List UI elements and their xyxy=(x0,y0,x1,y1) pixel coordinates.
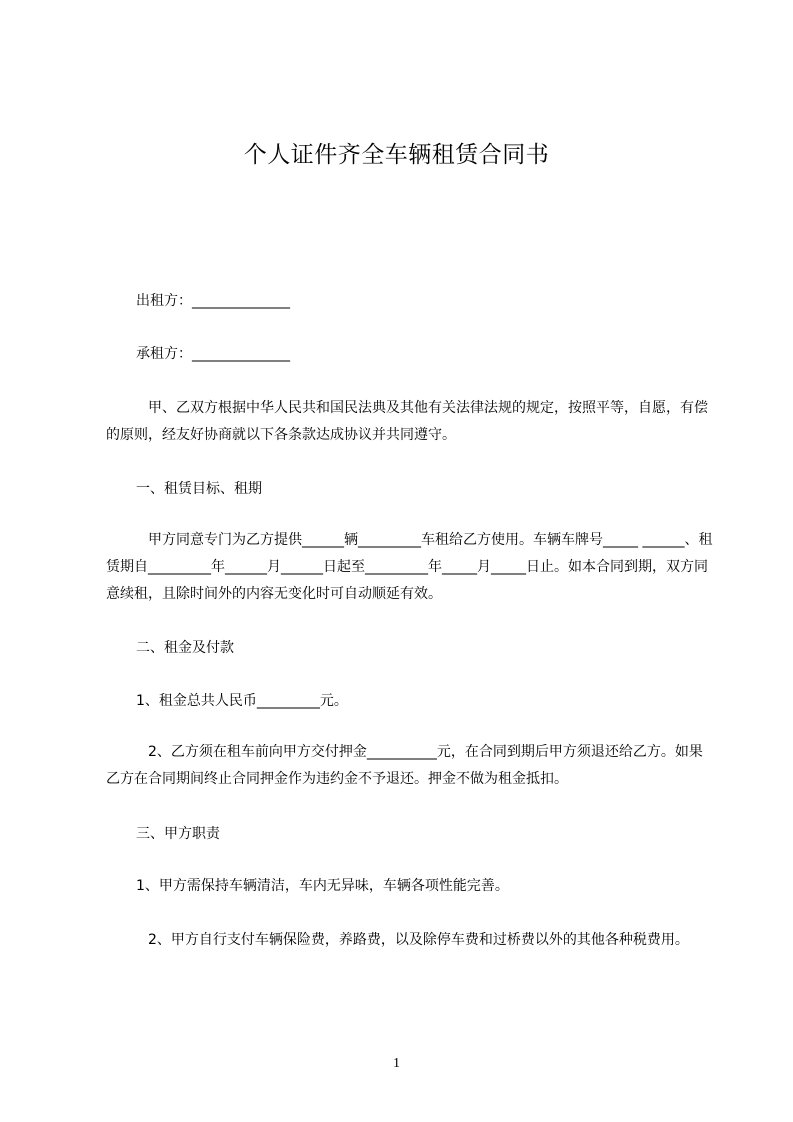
section-2-item-2: 2、乙方须在租车前向甲方交付押金__________元，在合同到期后甲方须退还给乙方。如果乙方在合同期间终止合同押金作为违约金不予退还。押金不做为租金抵扣。 xyxy=(106,744,703,787)
section-3-heading: 三、甲方职责 xyxy=(136,826,220,842)
section-3-item-1: 1、甲方需保持车辆清洁，车内无异味，车辆各项性能完善。 xyxy=(136,878,509,894)
preamble-paragraph: 甲、乙双方根据中华人民共和国民法典及其他有关法律法规的规定，按照平等，自愿，有偿的原则，经友好协商就以下各条款达成协议并共同遵守。 xyxy=(106,400,708,443)
lessor-line: 出租方：______________ xyxy=(136,293,290,309)
lessee-line: 承租方：______________ xyxy=(136,346,290,362)
document-title: 个人证件齐全车辆租赁合同书 xyxy=(243,142,550,168)
section-3-item-2: 2、甲方自行支付车辆保险费，养路费，以及除停车费和过桥费以外的其他各种税费用。 xyxy=(134,932,689,948)
section-1-paragraph: 甲方同意专门为乙方提供______辆_________车租给乙方使用。车辆车牌号_____ ______、租赁期自_________年______月______日起至_________年_____月_____日止。如本合同到期，双方同意续租，且除时间外的内容无变化时可自动顺延有效。 xyxy=(106,532,713,602)
section-2-heading: 二、租金及付款 xyxy=(136,640,234,656)
page-number: 1 xyxy=(393,1056,400,1071)
section-1-heading: 一、租赁目标、租期 xyxy=(136,481,262,497)
section-2-item-1: 1、租金总共人民币_________元。 xyxy=(136,693,348,709)
